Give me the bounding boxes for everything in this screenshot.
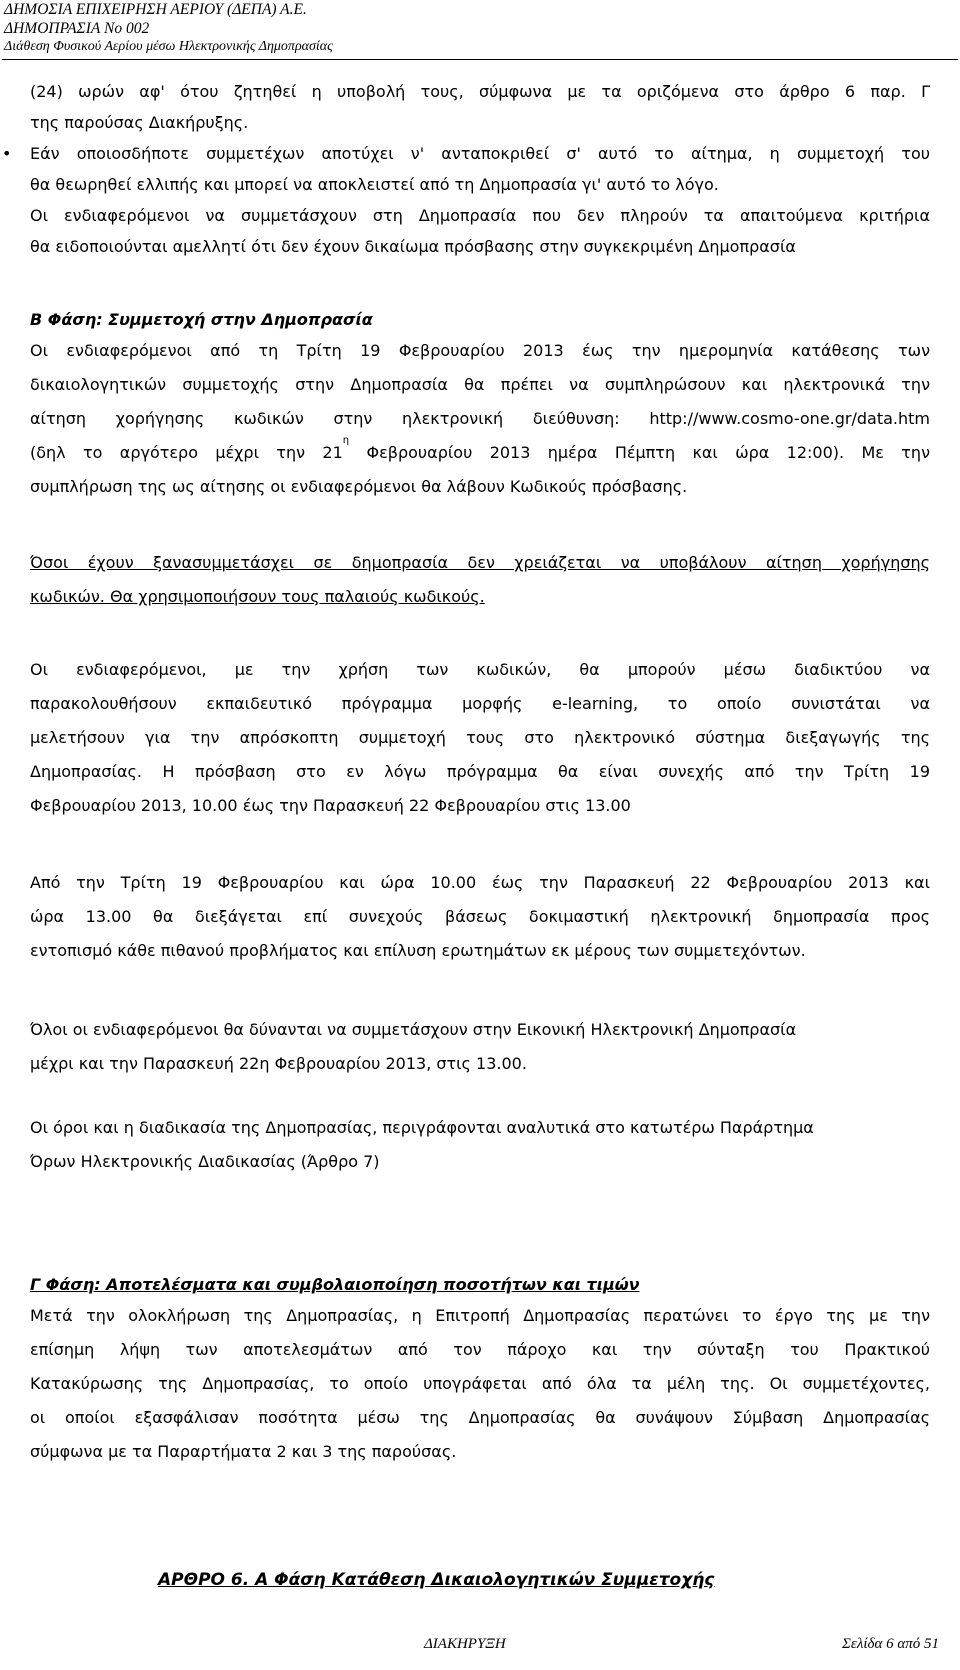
bullet-text: Εάν οποιοσδήποτε συμμετέχων αποτύχει ν' ανταποκριθεί σ' αυτό το αίτημα, η συμμετοχή του [30,144,930,163]
phase-c-line-2: επίσημη λήψη των αποτελεσμάτων από τον πάροχο και την σύνταξη του Πρακτικού [30,1340,930,1359]
article-heading: ΑΡΘΡΟ 6. Α Φάση Κατάθεση Δικαιολογητικών Συμμετοχής [158,1570,715,1590]
elearning-line-5: Φεβρουαρίου 2013, 10.00 έως την Παρασκευή 22 Φεβρουαρίου στις 13.00 [30,796,631,815]
phase-b-heading: Β Φάση: Συμμετοχή στην Δημοπρασία [30,310,373,329]
bullet-item [2,138,930,169]
terms-section [30,1111,930,1179]
intro-section [2,76,930,262]
terms-line-1: Οι όροι και η διαδικασία της Δημοπρασίας, περιγράφονται αναλυτικά στο κατωτέρω Παράρτημα [30,1118,814,1137]
elearning-section [30,653,930,823]
trial-section [30,866,930,968]
note-line-2: κωδικών. Θα χρησιμοποιήσουν τους παλαιούς κωδικούς. [30,587,485,606]
phase-b-line-3: αίτηση χορήγησης κωδικών στην ηλεκτρονική διεύθυνση: http://www.cosmo-one.gr/data.htm [30,409,930,428]
header-company: ΔΗΜΟΣΙΑ ΕΠΙΧΕΙΡΗΣΗ ΑΕΡΙΟΥ (ΔΕΠΑ) Α.Ε. [4,1,307,18]
phase-b-line-4-end: Φεβρουαρίου 2013 ημέρα Πέμπτη και ώρα 12:00). Με την [349,443,931,462]
phase-b-line-4 [30,436,930,470]
phase-c-line-5: σύμφωνα με τα Παραρτήματα 2 και 3 της παρούσας. [30,1442,457,1461]
phase-b-line-4-start: (δηλ το αργότερο μέχρι την 21 [30,443,343,462]
header-divider [2,59,958,60]
phase-c-heading: Γ Φάση: Αποτελέσματα και συμβολαιοποίηση ποσοτήτων και τιμών [30,1275,640,1294]
participation-section [30,1013,930,1081]
article-section [158,1570,718,1590]
header-auction-number: ΔΗΜΟΠΡΑΣΙΑ Νο 002 [4,20,150,37]
phase-b-line-5: συμπλήρωση της ως αίτησης οι ενδιαφερόμενοι θα λάβουν Κωδικούς πρόσβασης. [30,477,688,496]
footer-page-number: Σελίδα 6 από 51 [842,1636,939,1652]
intro-line-2: της παρούσας Διακήρυξης. [30,113,249,132]
participation-line-1: Όλοι οι ενδιαφερόμενοι θα δύνανται να συμμετάσχουν στην Εικονική Ηλεκτρονική Δημοπρασία [30,1020,797,1039]
elearning-line-1: Οι ενδιαφερόμενοι, με την χρήση των κωδικών, θα μπορούν μέσω διαδικτύου να [30,660,930,679]
footer-title: ΔΙΑΚΗΡΥΞΗ [424,1636,506,1652]
note-line-1: Όσοι έχουν ξανασυμμετάσχει σε δημοπρασία δεν χρειάζεται να υποβάλουν αίτηση χορήγησης [30,553,930,572]
phase-c-line-3: Κατακύρωσης της Δημοπρασίας, το οποίο υπογράφεται από όλα τα μέλη της. Οι συμμετέχοντες, [30,1374,930,1393]
header-subtitle: Διάθεση Φυσικού Αερίου μέσω Ηλεκτρονικής Δημοπρασίας [4,39,333,54]
participation-line-2: μέχρι και την Παρασκευή 22η Φεβρουαρίου 2013, στις 13.00. [30,1054,527,1073]
phase-b-line-2: δικαιολογητικών συμμετοχής στην Δημοπρασία θα πρέπει να συμπληρώσουν και ηλεκτρονικά την [30,375,930,394]
phase-b-line-1: Οι ενδιαφερόμενοι από τη Τρίτη 19 Φεβρουαρίου 2013 έως την ημερομηνία κατάθεσης των [30,341,930,360]
note-section [30,546,930,614]
intro-line-4: θα θεωρηθεί ελλιπής και μπορεί να αποκλειστεί από τη Δημοπρασία γι' αυτό το λόγο. [30,175,719,194]
phase-c-line-4: οι οποίοι εξασφάλισαν ποσότητα μέσω της Δημοπρασίας θα συνάψουν Σύμβαση Δημοπρασίας [30,1408,930,1427]
elearning-line-2: παρακολουθήσουν εκπαιδευτικό πρόγραμμα μορφής e-learning, το οποίο συνιστάται να [30,694,930,713]
phase-b-section [30,306,930,504]
elearning-line-3: μελετήσουν για την απρόσκοπτη συμμετοχή τους στο ηλεκτρονικό σύστημα διεξαγωγής της [30,728,930,747]
superscript: η [342,435,350,446]
trial-line-2: ώρα 13.00 θα διεξάγεται επί συνεχούς βάσεως δοκιμαστική ηλεκτρονική δημοπρασία προς [30,907,930,926]
document-header [4,0,333,56]
phase-c-line-1: Μετά την ολοκλήρωση της Δημοπρασίας, η Επιτροπή Δημοπρασίας περατώνει το έργο της με την [30,1306,930,1325]
intro-line-6: θα ειδοποιούνται αμελλητί ότι δεν έχουν δικαίωμα πρόσβασης στην συγκεκριμένη Δημοπρασία [30,237,796,256]
trial-line-1: Από την Τρίτη 19 Φεβρουαρίου και ώρα 10.00 έως την Παρασκευή 22 Φεβρουαρίου 2013 και [30,873,930,892]
trial-line-3: εντοπισμό κάθε πιθανού προβλήματος και επίλυση ερωτημάτων εκ μέρους των συμμετεχόντων. [30,941,806,960]
phase-c-section [30,1271,930,1469]
intro-line-1: (24) ωρών αφ' ότου ζητηθεί η υποβολή τους, σύμφωνα με τα οριζόμενα στο άρθρο 6 παρ. Γ [30,82,930,101]
bullet-icon: • [2,144,12,163]
elearning-line-4: Δημοπρασίας. Η πρόσβαση στο εν λόγω πρόγραμμα θα είναι συνεχής από την Τρίτη 19 [30,762,930,781]
intro-line-5: Οι ενδιαφερόμενοι να συμμετάσχουν στη Δημοπρασία που δεν πληρούν τα απαιτούμενα κριτήρια [30,206,930,225]
terms-line-2: Όρων Ηλεκτρονικής Διαδικασίας (Άρθρο 7) [30,1152,380,1171]
